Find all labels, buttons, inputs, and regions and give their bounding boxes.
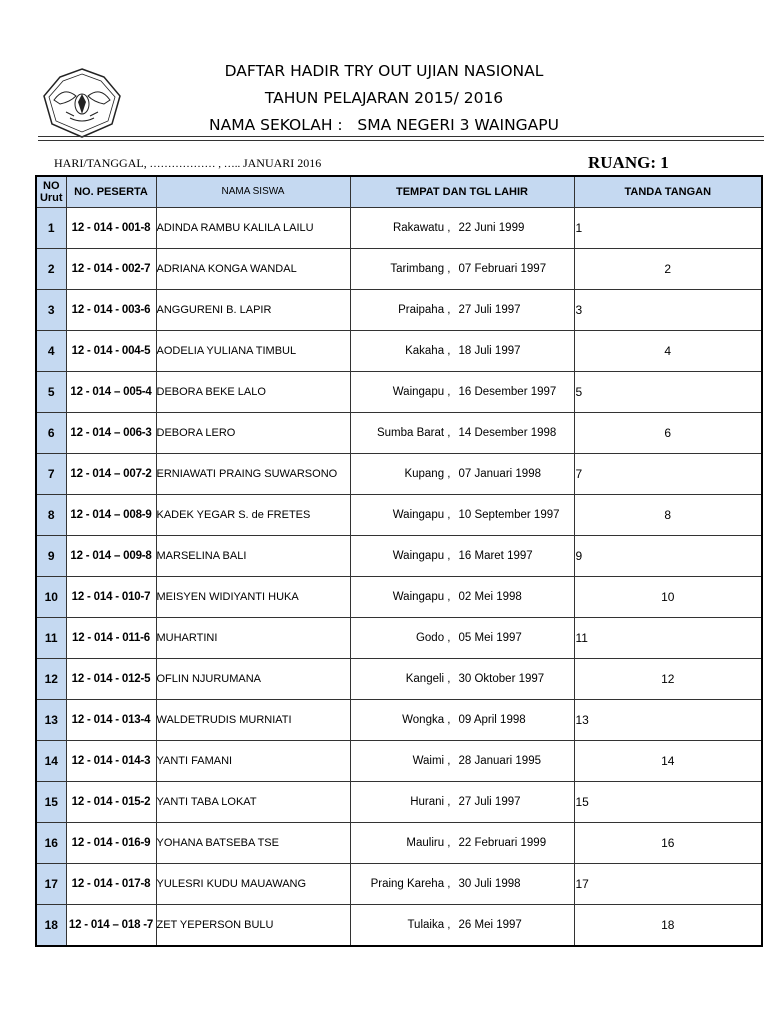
birth-place: Praipaha , [398, 304, 451, 316]
tut-wuri-handayani-logo [40, 66, 124, 140]
signature-cell[interactable] [574, 249, 762, 290]
birth-date: 10 September 1997 [458, 509, 560, 521]
signature-cell[interactable] [574, 782, 762, 823]
birth-place-date [350, 782, 574, 823]
birth-date: 07 Februari 1997 [458, 263, 547, 275]
table-row [36, 208, 762, 249]
row-number: 13 [36, 700, 66, 741]
signature-cell[interactable] [574, 864, 762, 905]
participant-number: 12 - 014 - 013-4 [66, 700, 156, 741]
student-name: DEBORA LERO [156, 413, 350, 454]
student-name: OFLIN NJURUMANA [156, 659, 350, 700]
participant-number: 12 - 014 – 018 -7 [66, 905, 156, 947]
row-number: 2 [36, 249, 66, 290]
signature-cell[interactable] [574, 536, 762, 577]
signature-number: 14 [661, 754, 675, 768]
birth-place-date [350, 208, 574, 249]
row-number: 9 [36, 536, 66, 577]
birth-place-date [350, 700, 574, 741]
header-tanda-tangan: TANDA TANGAN [574, 176, 762, 208]
signature-cell[interactable] [574, 290, 762, 331]
signature-number: 8 [664, 508, 672, 522]
student-name: ZET YEPERSON BULU [156, 905, 350, 947]
attendance-table [35, 175, 763, 947]
student-name: ERNIAWATI PRAING SUWARSONO [156, 454, 350, 495]
birth-place: Rakawatu , [392, 222, 451, 234]
signature-cell[interactable] [574, 495, 762, 536]
table-row [36, 290, 762, 331]
birth-place-date [350, 536, 574, 577]
participant-number: 12 - 014 - 001-8 [66, 208, 156, 249]
participant-number: 12 - 014 - 015-2 [66, 782, 156, 823]
signature-cell[interactable] [574, 208, 762, 249]
student-name: MARSELINA BALI [156, 536, 350, 577]
signature-cell[interactable] [574, 741, 762, 782]
student-name: DEBORA BEKE LALO [156, 372, 350, 413]
birth-date: 05 Mei 1997 [458, 632, 522, 644]
birth-place: Sumba Barat , [376, 427, 451, 439]
table-row [36, 618, 762, 659]
signature-number: 6 [664, 426, 672, 440]
participant-number: 12 - 014 – 009-8 [66, 536, 156, 577]
student-name: ADINDA RAMBU KALILA LAILU [156, 208, 350, 249]
signature-cell[interactable] [574, 413, 762, 454]
birth-place-date [350, 577, 574, 618]
birth-date: 09 April 1998 [458, 714, 526, 726]
birth-place-date [350, 659, 574, 700]
signature-number: 17 [575, 877, 589, 891]
header-nama-siswa: NAMA SISWA [156, 176, 350, 208]
birth-date: 18 Juli 1997 [458, 345, 521, 357]
table-row [36, 782, 762, 823]
participant-number: 12 - 014 - 002-7 [66, 249, 156, 290]
student-name: YULESRI KUDU MAUAWANG [156, 864, 350, 905]
signature-number: 5 [575, 385, 583, 399]
month-year: JANUARI 2016 [242, 156, 322, 170]
birth-date: 22 Februari 1999 [458, 837, 547, 849]
signature-number: 15 [575, 795, 589, 809]
student-name: KADEK YEGAR S. de FRETES [156, 495, 350, 536]
title-line-2: TAHUN PELAJARAN 2015/ 2016 [264, 89, 504, 107]
signature-cell[interactable] [574, 823, 762, 864]
participant-number: 12 - 014 – 007-2 [66, 454, 156, 495]
birth-date: 30 Juli 1998 [458, 878, 521, 890]
signature-cell[interactable] [574, 372, 762, 413]
signature-cell[interactable] [574, 331, 762, 372]
row-number: 4 [36, 331, 66, 372]
signature-cell[interactable] [574, 905, 762, 947]
header-no-peserta: NO. PESERTA [66, 176, 156, 208]
table-row [36, 249, 762, 290]
row-number: 7 [36, 454, 66, 495]
signature-number: 12 [661, 672, 675, 686]
birth-place: Waimi , [412, 755, 451, 767]
birth-place: Tarimbang , [390, 263, 451, 275]
birth-place: Kangeli , [405, 673, 451, 685]
student-name: ADRIANA KONGA WANDAL [156, 249, 350, 290]
header-tempat-tgl-lahir: TEMPAT DAN TGL LAHIR [350, 176, 574, 208]
birth-place-date [350, 823, 574, 864]
row-number: 12 [36, 659, 66, 700]
signature-cell[interactable] [574, 700, 762, 741]
student-name: YANTI TABA LOKAT [156, 782, 350, 823]
birth-place-date [350, 864, 574, 905]
signature-number: 18 [661, 918, 675, 932]
participant-number: 12 - 014 - 010-7 [66, 577, 156, 618]
table-row [36, 577, 762, 618]
table-row [36, 536, 762, 577]
birth-place-date [350, 331, 574, 372]
birth-date: 30 Oktober 1997 [458, 673, 545, 685]
row-number: 10 [36, 577, 66, 618]
birth-place: Waingapu , [392, 386, 451, 398]
row-number: 11 [36, 618, 66, 659]
birth-place: Waingapu , [392, 550, 451, 562]
birth-place-date [350, 618, 574, 659]
date-label: HARI/TANGGAL, [54, 156, 147, 170]
date-line [54, 156, 321, 171]
table-row [36, 413, 762, 454]
birth-place: Mauliru , [406, 837, 451, 849]
room-label: RUANG: 1 [588, 153, 669, 172]
row-number: 6 [36, 413, 66, 454]
birth-date: 22 Juni 1999 [458, 222, 525, 234]
student-name: AODELIA YULIANA TIMBUL [156, 331, 350, 372]
signature-cell[interactable] [574, 454, 762, 495]
row-number: 18 [36, 905, 66, 947]
header-divider-top [38, 136, 764, 137]
birth-date: 28 Januari 1995 [458, 755, 541, 767]
signature-number: 16 [661, 836, 675, 850]
birth-place: Wongka , [402, 714, 451, 726]
date-blank: ……………… , ….. [146, 158, 243, 170]
signature-number: 2 [664, 262, 672, 276]
row-number: 1 [36, 208, 66, 249]
birth-date: 27 Juli 1997 [458, 304, 521, 316]
table-row [36, 659, 762, 700]
table-header-row [36, 176, 762, 208]
table-row [36, 495, 762, 536]
signature-number: 13 [575, 713, 589, 727]
birth-place: Praing Kareha , [370, 878, 451, 890]
birth-place-date [350, 741, 574, 782]
row-number: 5 [36, 372, 66, 413]
student-name: YANTI FAMANI [156, 741, 350, 782]
signature-number: 1 [575, 221, 583, 235]
birth-place-date [350, 290, 574, 331]
participant-number: 12 - 014 – 008-9 [66, 495, 156, 536]
birth-place: Waingapu , [392, 509, 451, 521]
table-row [36, 864, 762, 905]
birth-date: 27 Juli 1997 [458, 796, 521, 808]
signature-cell[interactable] [574, 577, 762, 618]
row-number: 8 [36, 495, 66, 536]
table-row [36, 372, 762, 413]
title-line-1: DAFTAR HADIR TRY OUT UJIAN NASIONAL [224, 62, 544, 80]
table-row [36, 454, 762, 495]
row-number: 17 [36, 864, 66, 905]
participant-number: 12 - 014 - 012-5 [66, 659, 156, 700]
birth-date: 14 Desember 1998 [458, 427, 557, 439]
student-name: WALDETRUDIS MURNIATI [156, 700, 350, 741]
signature-number: 11 [575, 631, 588, 645]
student-name: MEISYEN WIDIYANTI HUKA [156, 577, 350, 618]
birth-place-date [350, 495, 574, 536]
birth-date: 16 Maret 1997 [458, 550, 533, 562]
table-row [36, 331, 762, 372]
header-divider-bottom [38, 140, 764, 141]
birth-place: Waingapu , [392, 591, 451, 603]
birth-date: 16 Desember 1997 [458, 386, 557, 398]
participant-number: 12 - 014 - 016-9 [66, 823, 156, 864]
birth-place: Hurani , [410, 796, 451, 808]
row-number: 16 [36, 823, 66, 864]
signature-number: 10 [661, 590, 675, 604]
signature-number: 4 [664, 344, 672, 358]
birth-place: Kupang , [404, 468, 451, 480]
birth-date: 26 Mei 1997 [458, 919, 522, 931]
table-row [36, 700, 762, 741]
row-number: 15 [36, 782, 66, 823]
signature-number: 3 [575, 303, 583, 317]
participant-number: 12 - 014 - 003-6 [66, 290, 156, 331]
birth-place-date [350, 413, 574, 454]
participant-number: 12 - 014 - 011-6 [66, 618, 156, 659]
birth-place-date [350, 249, 574, 290]
birth-place: Kakaha , [405, 345, 451, 357]
birth-place-date [350, 372, 574, 413]
birth-place: Godo , [415, 632, 451, 644]
student-name: ANGGURENI B. LAPIR [156, 290, 350, 331]
birth-place-date [350, 905, 574, 947]
signature-cell[interactable] [574, 618, 762, 659]
table-row [36, 823, 762, 864]
table-row [36, 741, 762, 782]
signature-cell[interactable] [574, 659, 762, 700]
birth-date: 07 Januari 1998 [458, 468, 541, 480]
row-number: 14 [36, 741, 66, 782]
signature-number: 9 [575, 549, 583, 563]
header-no-urut: NO Urut [36, 176, 66, 208]
student-name: YOHANA BATSEBA TSE [156, 823, 350, 864]
title-line-3: NAMA SEKOLAH : SMA NEGERI 3 WAINGAPU [209, 116, 559, 134]
table-row [36, 905, 762, 947]
birth-place-date [350, 454, 574, 495]
participant-number: 12 - 014 – 006-3 [66, 413, 156, 454]
participant-number: 12 - 014 – 005-4 [66, 372, 156, 413]
student-name: MUHARTINI [156, 618, 350, 659]
participant-number: 12 - 014 - 017-8 [66, 864, 156, 905]
signature-number: 7 [575, 467, 583, 481]
participant-number: 12 - 014 - 014-3 [66, 741, 156, 782]
birth-date: 02 Mei 1998 [458, 591, 522, 603]
row-number: 3 [36, 290, 66, 331]
birth-place: Tulaika , [407, 919, 451, 931]
participant-number: 12 - 014 - 004-5 [66, 331, 156, 372]
